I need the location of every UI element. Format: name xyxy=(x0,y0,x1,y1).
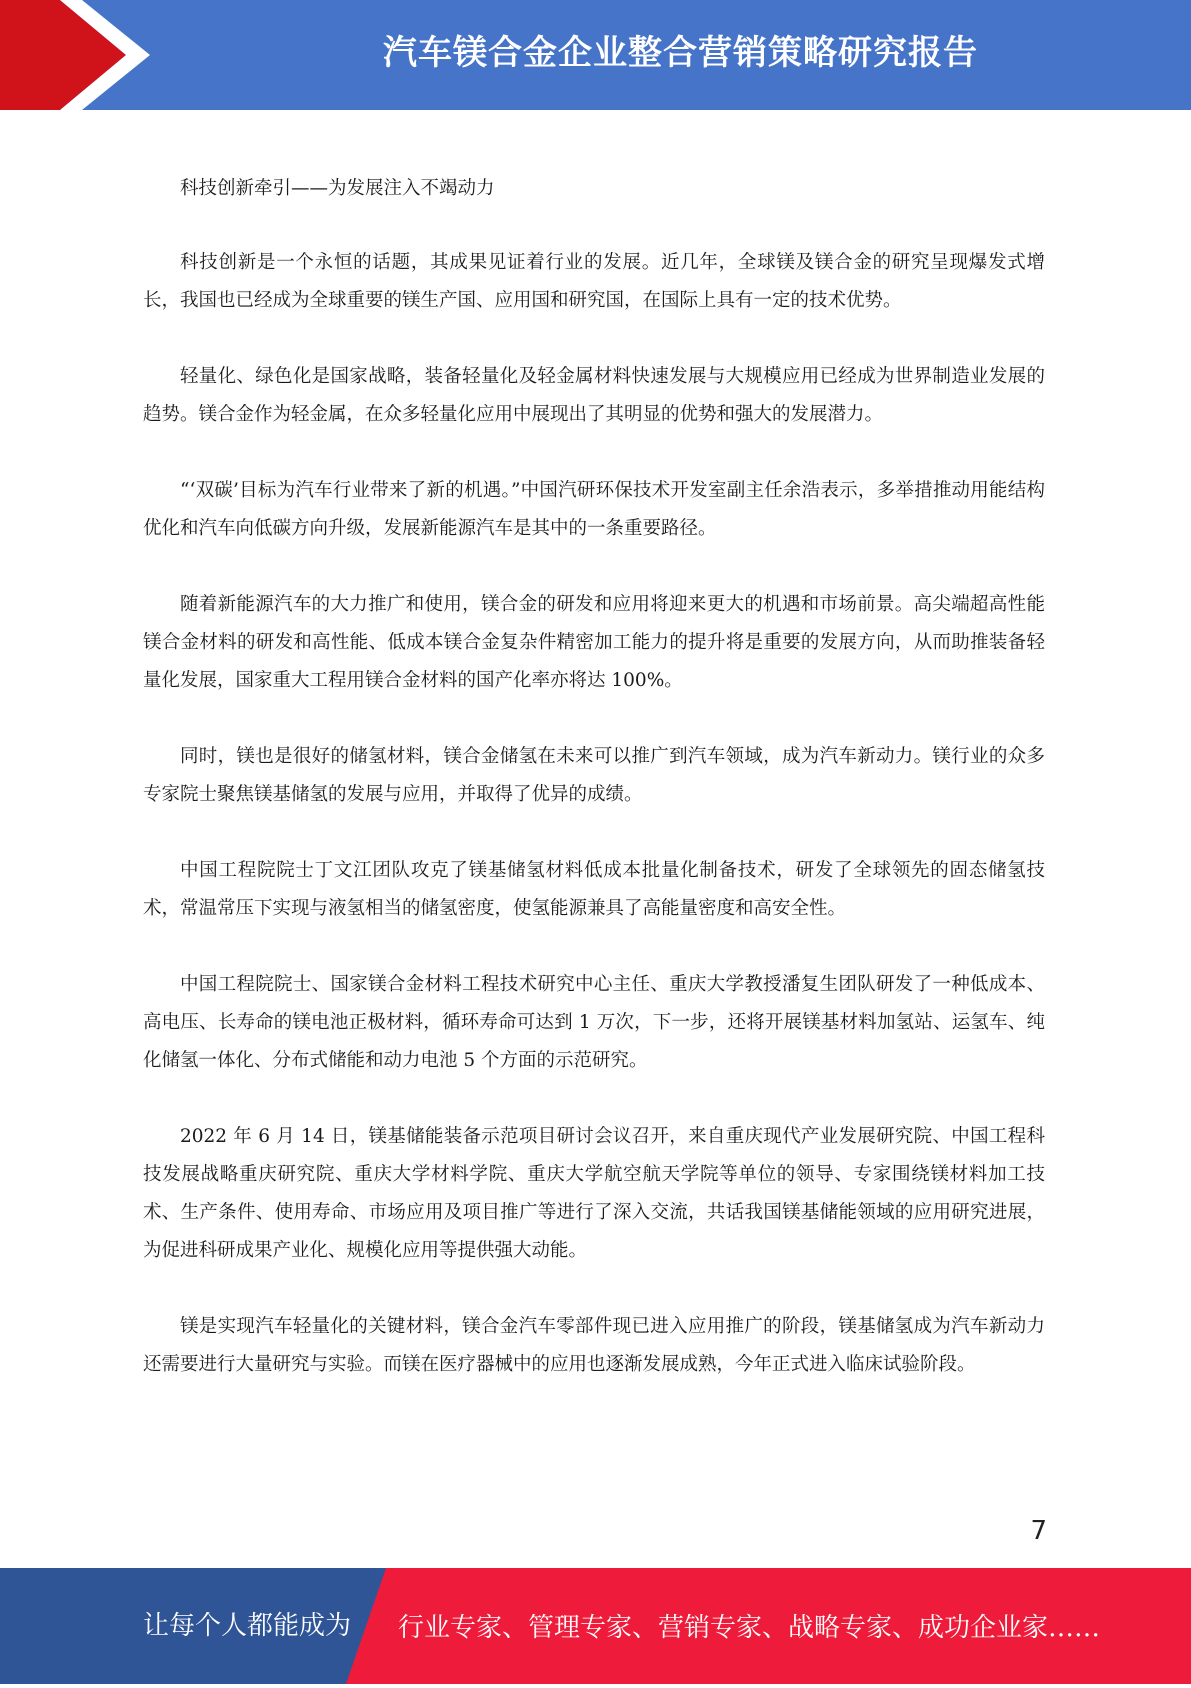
page-number: 7 xyxy=(1030,1516,1047,1546)
page-title: 汽车镁合金企业整合营销策略研究报告 xyxy=(383,33,978,73)
paragraph: 随着新能源汽车的大力推广和使用，镁合金的研发和应用将迎来更大的机遇和市场前景。高尖端超高性能镁合金材料的研发和高性能、低成本镁合金复杂件精密加工能力的提升将是重要的发展方向，从而助推装备轻量化发展，国家重大工程用镁合金材料的国产化率亦将达 100%。 xyxy=(143,594,1045,691)
paragraph: 中国工程院院士、国家镁合金材料工程技术研究中心主任、重庆大学教授潘复生团队研发了一种低成本、高电压、长寿命的镁电池正极材料，循环寿命可达到 1 万次，下一步，还将开展镁基材料加氢站、运氢车、纯化储氢一体化、分布式储能和动力电池 5 个方面的示范研究。 xyxy=(143,974,1045,1071)
page-header xyxy=(0,0,1191,110)
footer-slogan-left: 让每个人都能成为 xyxy=(143,1611,352,1641)
page-footer xyxy=(0,1568,1191,1684)
paragraph: 2022 年 6 月 14 日，镁基储能装备示范项目研讨会议召开，来自重庆现代产业发展研究院、中国工程科技发展战略重庆研究院、重庆大学材料学院、重庆大学航空航天学院等单位的领导、专家围绕镁材料加工技术、生产条件、使用寿命、市场应用及项目推广等进行了深入交流，共话我国镁基储能领域的应用研究进展，为促进科研成果产业化、规模化应用等提供强大动能。 xyxy=(143,1126,1045,1261)
footer-slogan-right: 行业专家、管理专家、营销专家、战略专家、成功企业家…… xyxy=(398,1613,1101,1643)
paragraph: “‘双碳’目标为汽车行业带来了新的机遇。”中国汽研环保技术开发室副主任余浩表示，多举措推动用能结构优化和汽车向低碳方向升级，发展新能源汽车是其中的一条重要路径。 xyxy=(143,480,1045,539)
paragraph: 镁是实现汽车轻量化的关键材料，镁合金汽车零部件现已进入应用推广的阶段，镁基储氢成为汽车新动力还需要进行大量研究与实验。而镁在医疗器械中的应用也逐渐发展成熟，今年正式进入临床试验阶段。 xyxy=(143,1316,1045,1375)
paragraph: 同时，镁也是很好的储氢材料，镁合金储氢在未来可以推广到汽车领域，成为汽车新动力。镁行业的众多专家院士聚焦镁基储氢的发展与应用，并取得了优异的成绩。 xyxy=(143,746,1045,805)
paragraph: 轻量化、绿色化是国家战略，装备轻量化及轻金属材料快速发展与大规模应用已经成为世界制造业发展的趋势。镁合金作为轻金属，在众多轻量化应用中展现出了其明显的优势和强大的发展潜力。 xyxy=(143,366,1045,425)
paragraph: 中国工程院院士丁文江团队攻克了镁基储氢材料低成本批量化制备技术，研发了全球领先的固态储氢技术，常温常压下实现与液氢相当的储氢密度，使氢能源兼具了高能量密度和高安全性。 xyxy=(143,860,1045,919)
section-heading: 科技创新牵引——为发展注入不竭动力 xyxy=(180,178,495,199)
article-body xyxy=(143,170,1045,1422)
paragraph: 科技创新是一个永恒的话题，其成果见证着行业的发展。近几年，全球镁及镁合金的研究呈现爆发式增长，我国也已经成为全球重要的镁生产国、应用国和研究国，在国际上具有一定的技术优势。 xyxy=(143,252,1045,311)
